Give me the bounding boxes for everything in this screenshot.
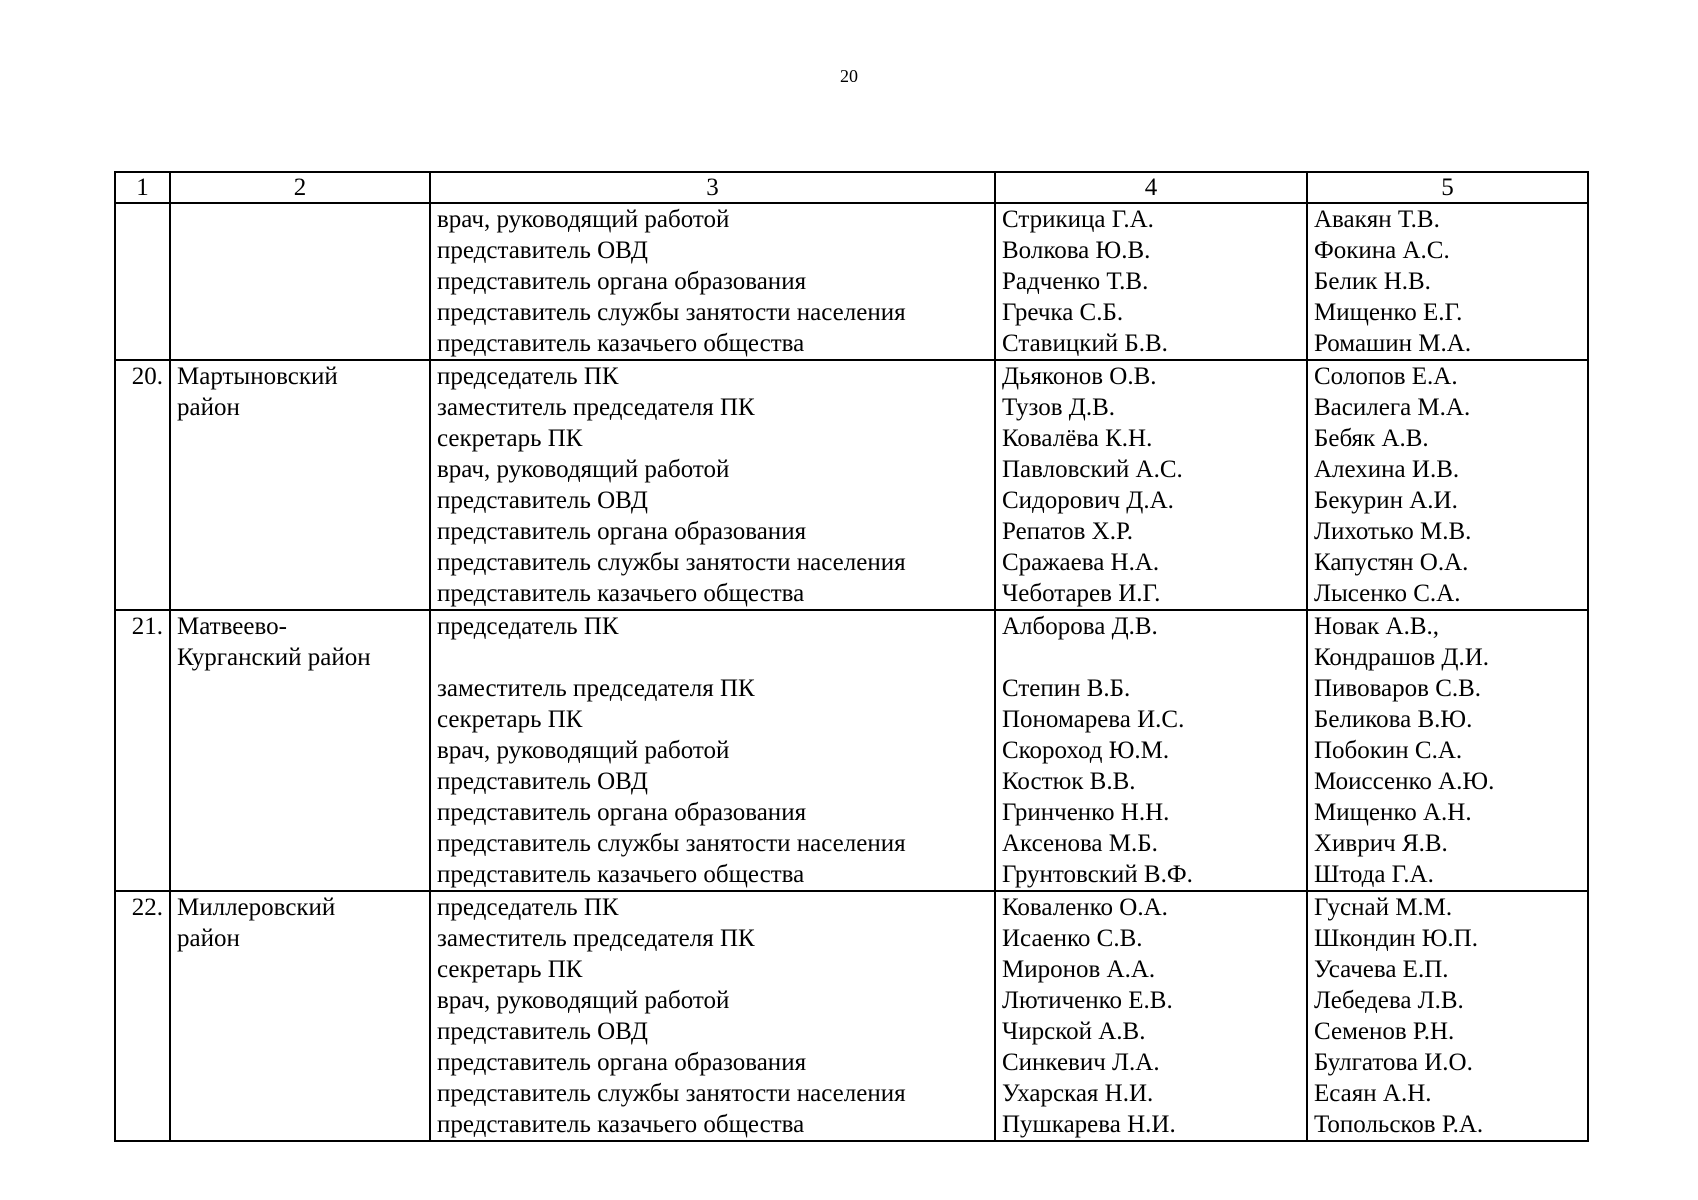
member-name: Гречка С.Б. [1002, 299, 1124, 326]
district-name-line: Курганский район [177, 644, 371, 671]
reserve-name: Моиссенко А.Ю. [1314, 768, 1495, 795]
member-name: Миронов А.А. [1002, 956, 1156, 983]
row-number-cell [115, 203, 170, 360]
header-row [115, 172, 1588, 203]
role-cell [430, 610, 995, 891]
member-name: Репатов Х.Р. [1002, 518, 1133, 545]
reserve-name: Побокин С.А. [1314, 737, 1463, 764]
role-line: представитель ОВД [437, 487, 648, 514]
member-name: Сражаева Н.А. [1002, 549, 1160, 576]
table-row [115, 360, 1588, 610]
reserve-name: Булгатова И.О. [1314, 1049, 1473, 1076]
role-line: председатель ПК [437, 613, 619, 640]
role-line: представитель службы занятости населения [437, 299, 906, 326]
member-name: Тузов Д.В. [1002, 394, 1116, 421]
table-row [115, 203, 1588, 360]
reserve-name: Гуснай М.М. [1314, 894, 1453, 921]
district-name-line: район [177, 925, 240, 952]
role-line: секретарь ПК [437, 956, 583, 983]
member-name: Грунтовский В.Ф. [1002, 861, 1193, 888]
reserve-name: Солопов Е.А. [1314, 363, 1458, 390]
member-name [1002, 642, 1300, 673]
reserve-name: Бебяк А.В. [1314, 425, 1429, 452]
district-name-line: Матвеево- [177, 613, 287, 640]
role-line: заместитель председателя ПК [437, 394, 755, 421]
member-name: Алборова Д.В. [1002, 613, 1158, 640]
role-line: председатель ПК [437, 363, 619, 390]
header-col-4: 4 [995, 172, 1307, 203]
reserve-name: Лысенко С.А. [1314, 580, 1461, 607]
role-line: представитель органа образования [437, 1049, 807, 1076]
district-cell [170, 360, 430, 610]
role-line: врач, руководящий работой [437, 987, 730, 1014]
member-cell [995, 891, 1307, 1141]
member-cell [995, 610, 1307, 891]
reserve-cell [1307, 203, 1588, 360]
reserve-name: Бекурин А.И. [1314, 487, 1458, 514]
district-name-line: Миллеровский [177, 894, 336, 921]
reserve-name: Мищенко Е.Г. [1314, 299, 1463, 326]
reserve-cell [1307, 610, 1588, 891]
reserve-name: Беликова В.Ю. [1314, 706, 1473, 733]
row-number: 21. [131, 613, 163, 640]
reserve-name: Авакян Т.В. [1314, 206, 1440, 233]
row-number: 22. [131, 894, 163, 921]
reserve-name: Фокина А.С. [1314, 237, 1450, 264]
district-name-line: район [177, 394, 240, 421]
role-cell [430, 360, 995, 610]
page-number: 20 [840, 66, 858, 86]
reserve-cell [1307, 891, 1588, 1141]
district-cell [170, 203, 430, 360]
role-line: врач, руководящий работой [437, 456, 730, 483]
member-name: Волкова Ю.В. [1002, 237, 1151, 264]
role-line: представитель службы занятости населения [437, 1080, 906, 1107]
header-col-1: 1 [115, 172, 170, 203]
reserve-name: Хиврич Я.В. [1314, 830, 1448, 857]
header-col-2: 2 [170, 172, 430, 203]
table-row [115, 610, 1588, 891]
role-line: секретарь ПК [437, 425, 583, 452]
member-name: Аксенова М.Б. [1002, 830, 1158, 857]
role-line: представитель службы занятости населения [437, 549, 906, 576]
member-name: Чирской А.В. [1002, 1018, 1146, 1045]
role-line: секретарь ПК [437, 706, 583, 733]
member-name: Дьяконов О.В. [1002, 363, 1157, 390]
role-line: представитель ОВД [437, 1018, 648, 1045]
district-cell [170, 610, 430, 891]
reserve-name: Топольсков Р.А. [1314, 1111, 1484, 1138]
role-line: заместитель председателя ПК [437, 675, 755, 702]
role-line: представитель казачьего общества [437, 861, 805, 888]
member-name: Радченко Т.В. [1002, 268, 1149, 295]
reserve-cell [1307, 360, 1588, 610]
reserve-name: Лебедева Л.В. [1314, 987, 1464, 1014]
commission-table [114, 171, 1589, 1142]
member-name: Скороход Ю.М. [1002, 737, 1170, 764]
member-name: Ставицкий Б.В. [1002, 330, 1168, 357]
member-name: Пономарева И.С. [1002, 706, 1185, 733]
member-name: Гринченко Н.Н. [1002, 799, 1170, 826]
member-name: Исаенко С.В. [1002, 925, 1143, 952]
row-number-cell [115, 610, 170, 891]
member-name: Коваленко О.А. [1002, 894, 1168, 921]
reserve-name: Новак А.В., [1314, 613, 1439, 640]
role-line: представитель органа образования [437, 268, 807, 295]
member-name: Синкевич Л.А. [1002, 1049, 1160, 1076]
member-name: Степин В.Б. [1002, 675, 1131, 702]
role-line: представитель органа образования [437, 799, 807, 826]
reserve-name: Мищенко А.Н. [1314, 799, 1472, 826]
role-line: врач, руководящий работой [437, 206, 730, 233]
role-line [437, 642, 988, 673]
member-name: Чеботарев И.Г. [1002, 580, 1161, 607]
reserve-name: Шкондин Ю.П. [1314, 925, 1478, 952]
member-cell [995, 203, 1307, 360]
district-name-line: Мартыновский [177, 363, 338, 390]
role-line: врач, руководящий работой [437, 737, 730, 764]
district-cell [170, 891, 430, 1141]
role-line: заместитель председателя ПК [437, 925, 755, 952]
row-number-cell [115, 891, 170, 1141]
header-col-3: 3 [430, 172, 995, 203]
row-number-cell [115, 360, 170, 610]
role-line: представитель казачьего общества [437, 330, 805, 357]
role-line: представитель ОВД [437, 237, 648, 264]
member-name: Павловский А.С. [1002, 456, 1183, 483]
reserve-name: Лихотько М.В. [1314, 518, 1472, 545]
reserve-name: Семенов Р.Н. [1314, 1018, 1455, 1045]
role-line: председатель ПК [437, 894, 619, 921]
role-line: представитель ОВД [437, 768, 648, 795]
member-name: Сидорович Д.А. [1002, 487, 1174, 514]
reserve-name: Пивоваров С.В. [1314, 675, 1482, 702]
reserve-name: Усачева Е.П. [1314, 956, 1449, 983]
reserve-name: Штода Г.А. [1314, 861, 1434, 888]
row-number [122, 204, 163, 235]
reserve-name: Василега М.А. [1314, 394, 1471, 421]
reserve-name: Кондрашов Д.И. [1314, 644, 1490, 671]
role-cell [430, 891, 995, 1141]
reserve-name: Есаян А.Н. [1314, 1080, 1432, 1107]
member-name: Лютиченко Е.В. [1002, 987, 1173, 1014]
member-cell [995, 360, 1307, 610]
member-name: Стрикица Г.А. [1002, 206, 1154, 233]
reserve-name: Капустян О.А. [1314, 549, 1469, 576]
role-line: представитель органа образования [437, 518, 807, 545]
row-number: 20. [131, 363, 163, 390]
table-header [115, 172, 1588, 203]
role-cell [430, 203, 995, 360]
member-name: Ухарская Н.И. [1002, 1080, 1154, 1107]
member-name: Ковалёва К.Н. [1002, 425, 1153, 452]
reserve-name: Белик Н.В. [1314, 268, 1431, 295]
table-row [115, 891, 1588, 1141]
reserve-name: Алехина И.В. [1314, 456, 1460, 483]
member-name: Пушкарева Н.И. [1002, 1111, 1176, 1138]
table-body [115, 203, 1588, 1141]
role-line: представитель казачьего общества [437, 1111, 805, 1138]
role-line: представитель службы занятости населения [437, 830, 906, 857]
role-line: представитель казачьего общества [437, 580, 805, 607]
member-name: Костюк В.В. [1002, 768, 1136, 795]
header-col-5: 5 [1307, 172, 1588, 203]
reserve-name: Ромашин М.А. [1314, 330, 1472, 357]
